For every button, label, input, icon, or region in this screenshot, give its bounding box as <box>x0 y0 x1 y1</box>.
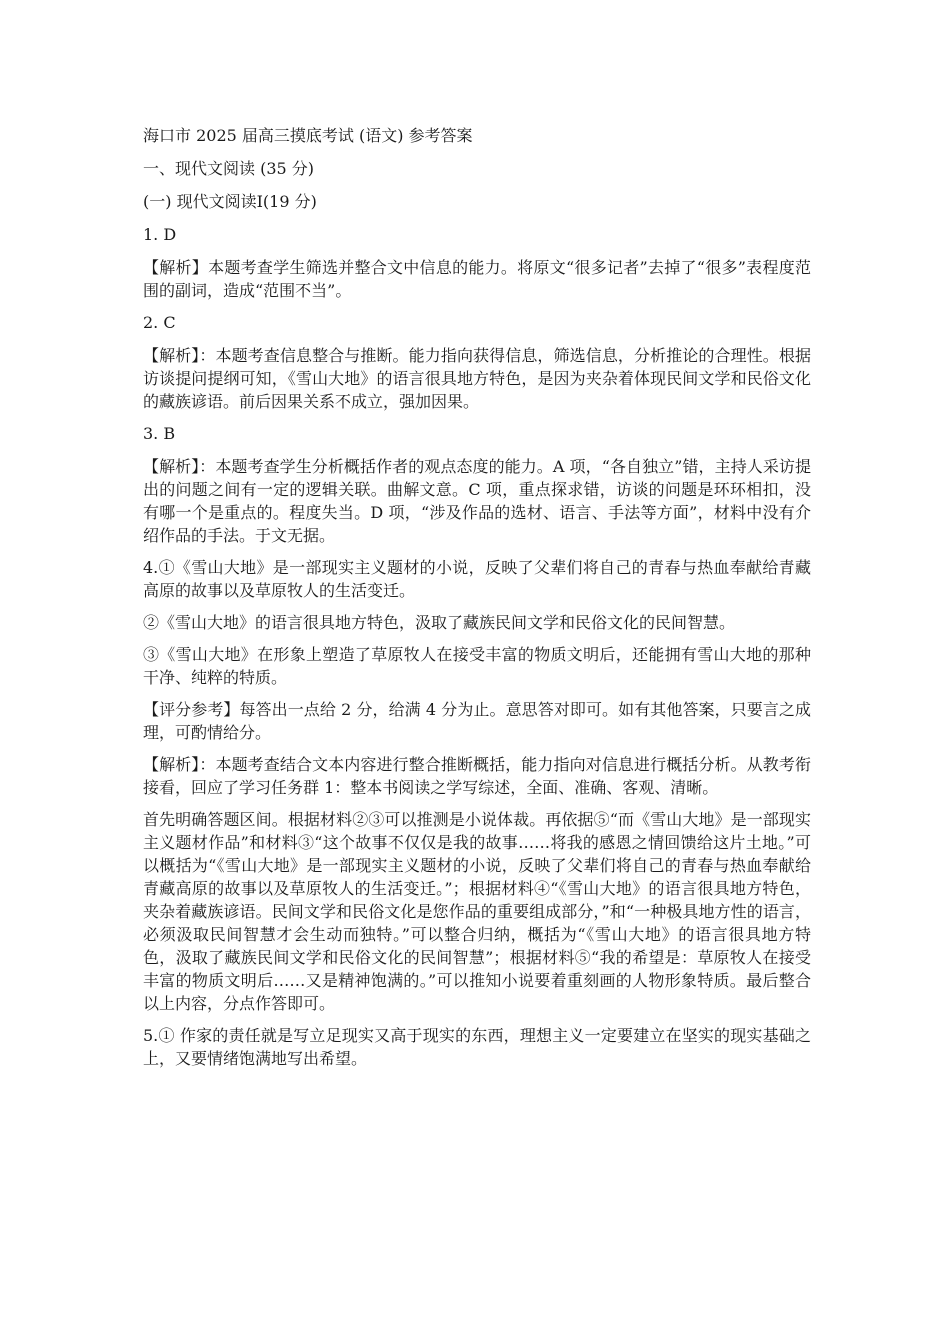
document-title: 海口市 2025 届高三摸底考试 (语文) 参考答案 <box>143 126 473 145</box>
q4-explanation: 首先明确答题区间。根据材料②③可以推测是小说体裁。再依据⑤“而《雪山大地》是一部现实主义题材作品”和材料③“这个故事不仅仅是我的故事……将我的感恩之情回馈给这片土地。”可以概括为“《雪山大地》是一部现实主义题材的小说，反映了父辈们将自己的青春与热血奉献给青藏高原的故事以及草原牧人的生活变迁。”；根据材料④“《雪山大地》的语言很具地方特色，夹杂着藏族谚语。民间文学和民俗文化是您作品的重要组成部分，”和“一种极具地方性的语言，必须汲取民间智慧才会生动而独特。”可以整合归纳，概括为“《雪山大地》的语言很具地方特色，汲取了藏族民间文学和民俗文化的民间智慧”；根据材料⑤“我的希望是：草原牧人在接受丰富的物质文明后……又是精神饱满的。”可以推知小说要着重刻画的人物形象特质。最后整合以上内容，分点作答即可。 <box>143 810 811 1013</box>
q2-answer: 2. C <box>143 313 176 332</box>
q4-scoring: 【评分参考】每答出一点给 2 分，给满 4 分为止。意思答对即可。如有其他答案，只要言之成理，可酌情给分。 <box>143 700 811 742</box>
subsection-heading: (一) 现代文阅读Ⅰ(19 分) <box>143 192 317 211</box>
answer-document <box>143 124 811 1079</box>
q4-analysis: 【解析】：本题考查结合文本内容进行整合推断概括，能力指向对信息进行概括分析。从教考衔接看，回应了学习任务群 1：整本书阅读之学写综述，全面、准确、客观、清晰。 <box>143 755 811 797</box>
section-heading: 一、现代文阅读 (35 分) <box>143 159 315 178</box>
q3-answer: 3. B <box>143 424 176 443</box>
q1-answer: 1. D <box>143 225 177 244</box>
q4-point-2: ②《雪山大地》的语言很具地方特色，汲取了藏族民间文学和民俗文化的民间智慧。 <box>143 613 736 632</box>
q4-point-1: 4.①《雪山大地》是一部现实主义题材的小说，反映了父辈们将自己的青春与热血奉献给青藏高原的故事以及草原牧人的生活变迁。 <box>143 558 811 600</box>
q1-analysis: 【解析】本题考查学生筛选并整合文中信息的能力。将原文“很多记者”去掉了“很多”表程度范围的副词，造成“范围不当”。 <box>143 258 811 300</box>
q3-analysis: 【解析】：本题考查学生分析概括作者的观点态度的能力。A 项，“各自独立”错，主持人采访提出的问题之间有一定的逻辑关联。曲解文意。C 项，重点探求错，访谈的问题是环环相扣，没有哪一个是重点的。程度失当。D 项，“涉及作品的选材、语言、手法等方面”，材料中没有介绍作品的手法。于文无据。 <box>143 457 811 545</box>
q4-point-3: ③《雪山大地》在形象上塑造了草原牧人在接受丰富的物质文明后，还能拥有雪山大地的那种干净、纯粹的特质。 <box>143 645 811 687</box>
q2-analysis: 【解析】：本题考查信息整合与推断。能力指向获得信息，筛选信息，分析推论的合理性。根据访谈提问提纲可知，《雪山大地》的语言很具地方特色，是因为夹杂着体现民间文学和民俗文化的藏族谚语。前后因果关系不成立，强加因果。 <box>143 346 811 411</box>
q5-point-1: 5.① 作家的责任就是写立足现实又高于现实的东西，理想主义一定要建立在坚实的现实基础之上，又要情绪饱满地写出希望。 <box>143 1026 811 1068</box>
